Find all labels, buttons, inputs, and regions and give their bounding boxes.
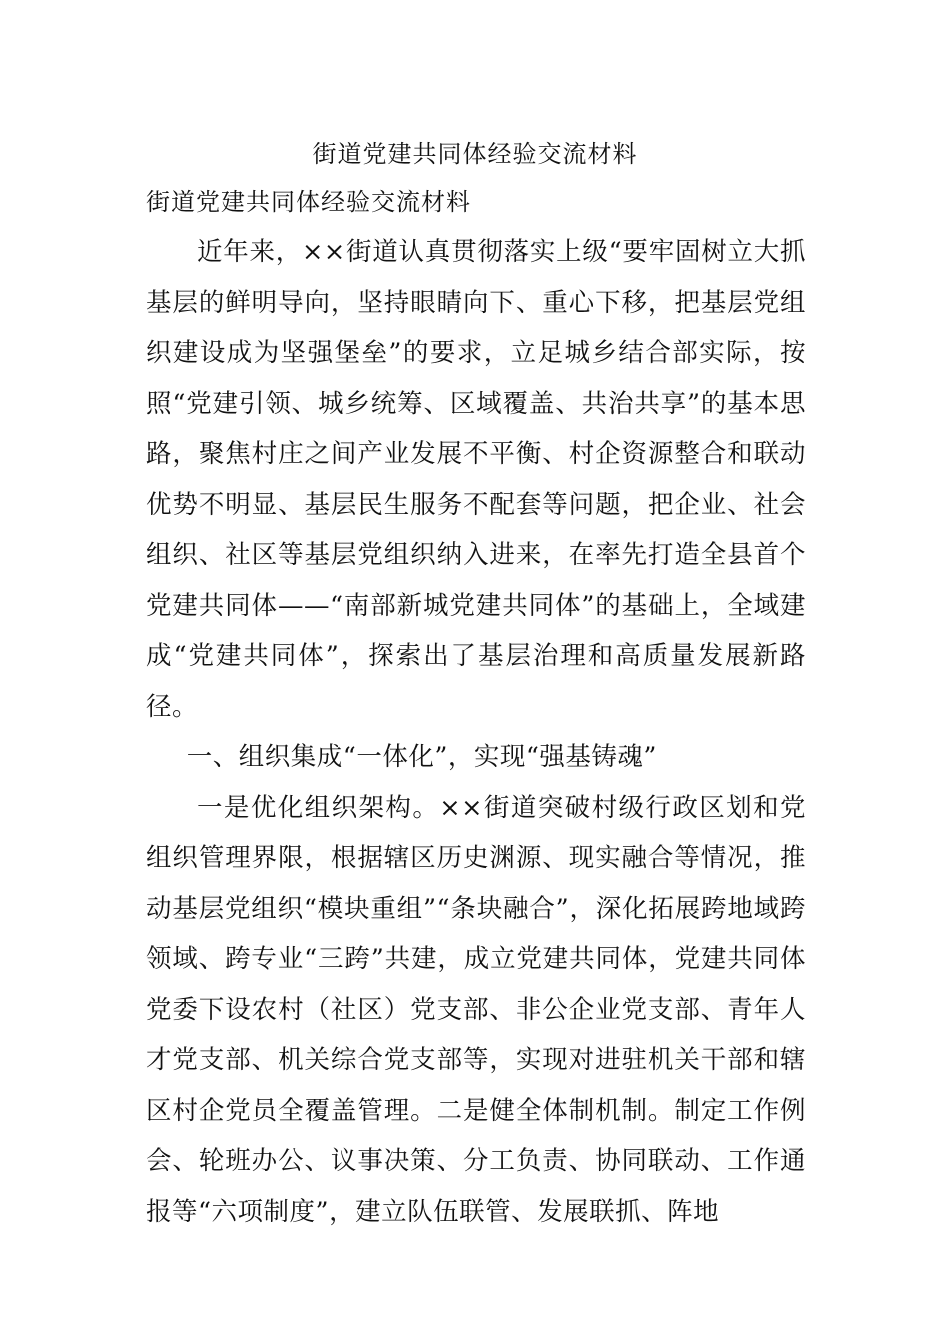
document-body <box>146 227 806 1237</box>
document-title: 街道党建共同体经验交流材料 <box>312 140 638 168</box>
paragraph-section-1: 一是优化组织架构。××街道突破村级行政区划和党组织管理界限，根据辖区历史渊源、现实融合等情况，推动基层党组织“模块重组”“条块融合”，深化拓展跨地域跨领域、跨专业“三跨”共建，成立党建共同体，党建共同体党委下设农村（社区）党支部、非公企业党支部、青年人才党支部、机关综合党支部等，实现对进驻机关干部和辖区村企党员全覆盖管理。二是健全体制机制。制定工作例会、轮班办公、议事决策、分工负责、协同联动、工作通报等“六项制度”，建立队伍联管、发展联抓、阵地 <box>146 792 806 1227</box>
section-heading: 一、组织集成“一体化”，实现“强基铸魂” <box>186 742 657 772</box>
document-subtitle: 街道党建共同体经验交流材料 <box>146 188 471 216</box>
paragraph-intro: 近年来，××街道认真贯彻落实上级“要牢固树立大抓基层的鲜明导向，坚持眼睛向下、重心下移，把基层党组织建设成为坚强堡垒”的要求，立足城乡结合部实际，按照“党建引领、城乡统筹、区域覆盖、共治共享”的基本思路，聚焦村庄之间产业发展不平衡、村企资源整合和联动优势不明显、基层民生服务不配套等问题，把企业、社会组织、社区等基层党组织纳入进来，在率先打造全县首个党建共同体——“南部新城党建共同体”的基础上，全域建成“党建共同体”，探索出了基层治理和高质量发展新路径。 <box>146 237 806 722</box>
